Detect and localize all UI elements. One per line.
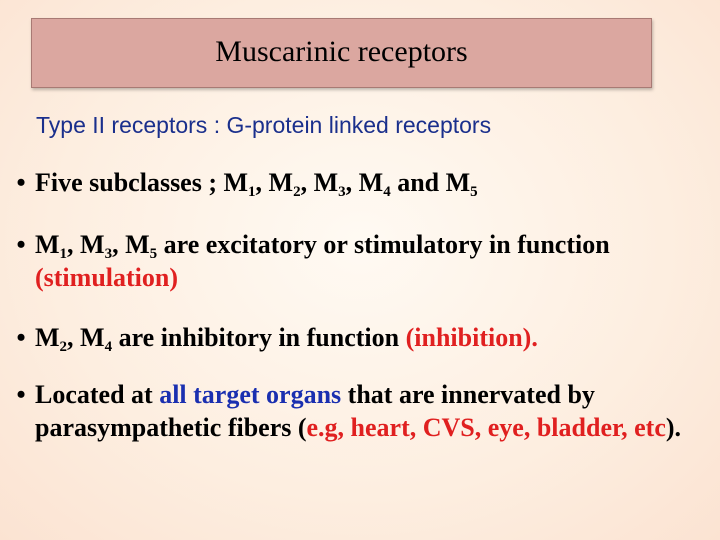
highlighted-text: e.g, heart, CVS, eye, bladder, etc [306,413,666,442]
text-run: that are innervated by parasympathetic fibers ( [35,380,595,442]
subscript: 4 [383,184,391,200]
bullet-dot-icon: • [16,230,26,259]
text-run: are inhibitory in function [112,323,406,352]
text-run: , M [300,168,339,197]
text-run: M [35,323,60,352]
subscript: 5 [149,246,158,262]
text-run: are excitatory or stimulatory in function [157,230,610,259]
bullet-item [10,378,710,444]
bullet-dot-icon: • [16,380,26,409]
text-run: , M [345,168,384,197]
highlighted-text: (stimulation) [35,263,178,292]
bullet-text [35,378,710,444]
slide-title: Muscarinic receptors [215,35,468,68]
subscript: 4 [104,339,113,355]
highlighted-text: (inhibition). [405,323,538,352]
text-run: , M [112,230,150,259]
bullet-dot-icon: • [16,323,26,352]
text-run: M [35,230,60,259]
text-run: Five subclasses ; M [35,168,249,197]
text-run: ). [665,413,682,442]
text-run: , M [255,168,294,197]
highlighted-text: all target organs [159,380,342,409]
subscript: 5 [470,184,478,200]
text-run: and M [390,168,471,197]
slide-subtitle: Type II receptors : G-protein linked receptors [36,112,492,138]
subscript: 3 [338,184,346,200]
title-box [31,18,652,88]
subscript: 1 [248,184,256,200]
bullet-text [35,166,710,199]
bullet-text [35,321,710,354]
text-run: , M [67,230,105,259]
subscript: 2 [59,339,68,355]
bullet-item [10,166,710,199]
text-run: , M [67,323,105,352]
bullet-text [35,228,710,294]
text-run: Located at [35,380,160,409]
subscript: 3 [104,246,113,262]
bullet-item [10,321,710,354]
bullet-dot-icon: • [16,168,26,197]
bullet-item [10,228,710,294]
subscript: 2 [293,184,301,200]
subscript: 1 [59,246,68,262]
